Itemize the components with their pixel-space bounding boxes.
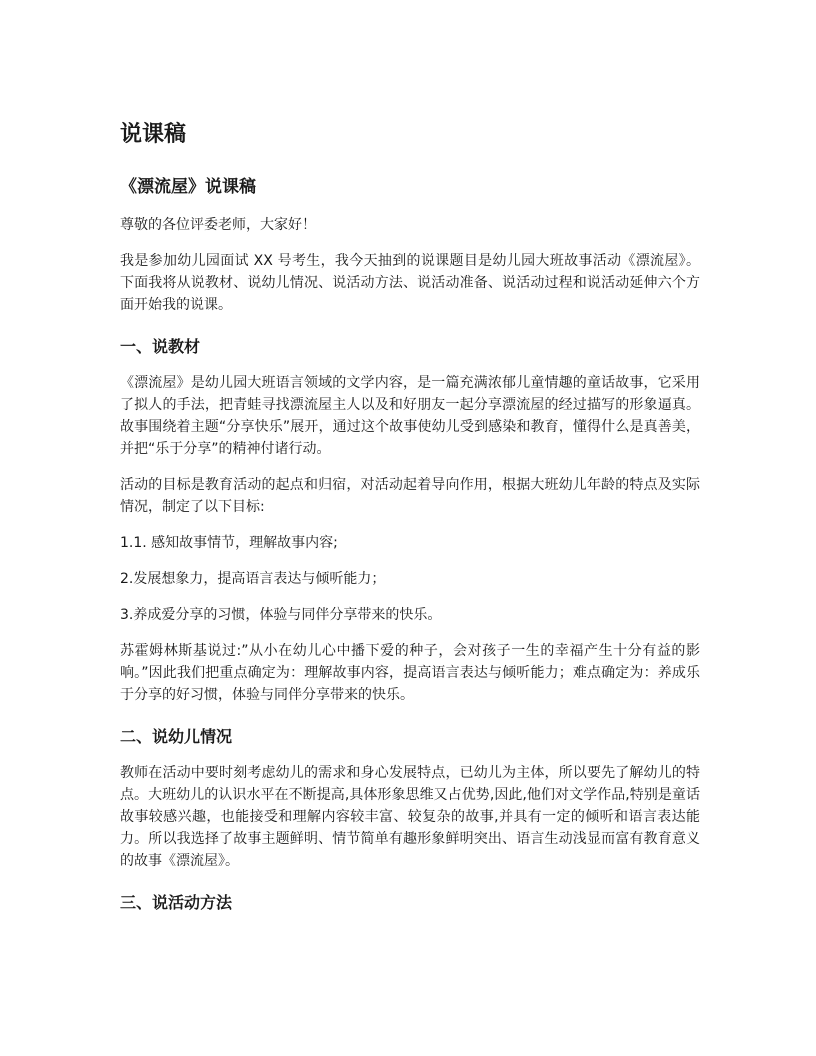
- document-title: 说课稿: [120, 122, 187, 147]
- section-heading-activity-method: 三、说活动方法: [120, 893, 233, 912]
- lesson-subtitle: 《漂流屋》说课稿: [120, 177, 256, 197]
- greeting-paragraph: 尊敬的各位评委老师，大家好！: [120, 217, 316, 233]
- material-paragraph: 《漂流屋》是幼儿园大班语言领域的文学内容，是一篇充满浓郁儿童情趣的童话故事，它采用了拟人的手法，把青蛙寻找漂流屋主人以及和好朋友一起分享漂流屋的经过描写的形象逼真。故事围绕着主题“分享快乐”展开，通过这个故事使幼儿受到感染和教育，懂得什么是真善美，并把“乐于分享”的精神付诸行动。: [120, 375, 700, 457]
- goal-item-1: 1.1. 感知故事情节，理解故事内容;: [120, 535, 338, 551]
- intro-paragraph: 我是参加幼儿园面试 XX 号考生，我今天抽到的说课题目是幼儿园大班故事活动《漂流屋》。下面我将从说教材、说幼儿情况、说活动方法、说活动准备、说活动过程和说活动延伸六个方面开始我的说课。: [120, 253, 700, 313]
- goal-item-2: 2.发展想象力，提高语言表达与倾听能力；: [120, 571, 386, 587]
- goal-item-3: 3.养成爱分享的习惯，体验与同伴分享带来的快乐。: [120, 607, 442, 623]
- goals-intro-paragraph: 活动的目标是教育活动的起点和归宿，对活动起着导向作用，根据大班幼儿年龄的特点及实际情况，制定了以下目标:: [120, 477, 700, 515]
- children-situation-paragraph: 教师在活动中要时刻考虑幼儿的需求和身心发展特点，已幼儿为主体，所以要先了解幼儿的特点。大班幼儿的认识水平在不断提高,具体形象思维又占优势,因此,他们对文学作品,特别是童话故事较感兴趣，也能接受和理解内容较丰富、较复杂的故事,并具有一定的倾听和语言表达能力。所以我选择了故事主题鲜明、情节简单有趣形象鲜明突出、语言生动浅显而富有教育意义的故事《漂流屋》。: [120, 765, 700, 869]
- section-heading-teaching-material: 一、说教材: [120, 337, 201, 356]
- key-points-paragraph: 苏霍姆林斯基说过:”从小在幼儿心中播下爱的种子，会对孩子一生的幸福产生十分有益的影响。”因此我们把重点确定为：理解故事内容，提高语言表达与倾听能力；难点确定为：养成乐于分享的好习惯，体验与同伴分享带来的快乐。: [120, 643, 700, 703]
- document-page: [120, 118, 700, 916]
- section-heading-children-situation: 二、说幼儿情况: [120, 727, 233, 746]
